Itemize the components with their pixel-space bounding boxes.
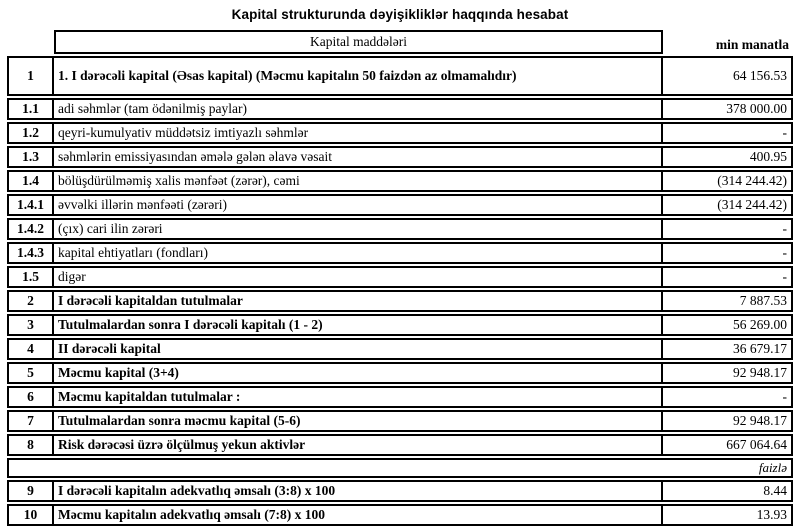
row-description-cell: Məcmu kapitaldan tutulmalar : [54,386,663,408]
table-header-row [7,30,793,54]
row-number-cell: 2 [7,290,54,312]
row-value-cell: 92 948.17 [663,362,793,384]
table-row [7,56,793,96]
row-value-cell: 8.44 [663,480,793,502]
row-value-cell: 7 887.53 [663,290,793,312]
row-number-cell: 1.3 [7,146,54,168]
row-value-cell: 667 064.64 [663,434,793,456]
row-description-cell: kapital ehtiyatları (fondları) [54,242,663,264]
row-value-cell: 400.95 [663,146,793,168]
row-number-cell: 1.1 [7,98,54,120]
row-value-cell: 13.93 [663,504,793,526]
column-header-unit: min manatla [715,37,789,52]
row-number-cell: 1 [7,56,54,96]
table-row [7,266,793,288]
row-description-cell: bölüşdürülməmiş xalis mənfəət (zərər), cəmi [54,170,663,192]
table-row [7,386,793,408]
capital-structure-table [7,28,793,528]
percent-unit-cell: faizlə [7,458,793,478]
row-value-cell: 92 948.17 [663,410,793,432]
row-description-cell: 1. I dərəcəli kapital (Əsas kapital) (Məcmu kapitalın 50 faizdən az olmamalıdır) [54,56,663,96]
row-description-cell: səhmlərin emissiyasından əmələ gələn əlavə vəsait [54,146,663,168]
row-value-cell: - [663,266,793,288]
table-row [7,362,793,384]
row-value-cell: - [663,218,793,240]
row-number-cell: 1.4.1 [7,194,54,216]
row-description-cell: Risk dərəcəsi üzrə ölçülmuş yekun aktivlər [54,434,663,456]
page-title: Kapital strukturunda dəyişikliklər haqqında hesabat [231,7,569,22]
row-value-cell: - [663,386,793,408]
table-row [7,314,793,336]
row-description-cell: Məcmu kapital (3+4) [54,362,663,384]
row-number-cell: 1.5 [7,266,54,288]
row-description-cell: adi səhmlər (tam ödənilmiş paylar) [54,98,663,120]
row-number-cell: 4 [7,338,54,360]
row-description-cell: digər [54,266,663,288]
row-description-cell: I dərəcəli kapitalın adekvatlıq əmsalı (3:8) x 100 [54,480,663,502]
row-value-cell: 56 269.00 [663,314,793,336]
row-number-cell: 1.4 [7,170,54,192]
row-description-cell: qeyri-kumulyativ müddətsiz imtiyazlı səhmlər [54,122,663,144]
row-value-cell: (314 244.42) [663,194,793,216]
row-value-cell: 36 679.17 [663,338,793,360]
row-description-cell: əvvəlki illərin mənfəəti (zərəri) [54,194,663,216]
row-number-cell: 1.4.2 [7,218,54,240]
table-row [7,290,793,312]
table-row [7,122,793,144]
row-number-cell: 1.4.3 [7,242,54,264]
table-row [7,146,793,168]
column-header-items: Kapital maddələri [54,30,663,54]
row-description-cell: II dərəcəli kapital [54,338,663,360]
row-value-cell: - [663,122,793,144]
row-number-cell: 9 [7,480,54,502]
row-description-cell: I dərəcəli kapitaldan tutulmalar [54,290,663,312]
table-row [7,242,793,264]
row-description-cell: Məcmu kapitalın adekvatlıq əmsalı (7:8) x 100 [54,504,663,526]
table-row [7,504,793,526]
percent-unit-row [7,458,793,478]
table-row [7,434,793,456]
table-row [7,170,793,192]
row-value-cell: - [663,242,793,264]
row-description-cell: (çıx) cari ilin zərəri [54,218,663,240]
row-number-cell: 10 [7,504,54,526]
table-row [7,480,793,502]
row-number-cell: 5 [7,362,54,384]
table-row [7,194,793,216]
row-value-cell: 64 156.53 [663,56,793,96]
row-description-cell: Tutulmalardan sonra məcmu kapital (5-6) [54,410,663,432]
row-number-cell: 7 [7,410,54,432]
row-number-cell: 1.2 [7,122,54,144]
table-row [7,410,793,432]
row-number-cell: 6 [7,386,54,408]
table-row [7,98,793,120]
table-row [7,338,793,360]
row-value-cell: (314 244.42) [663,170,793,192]
table-body [7,56,793,526]
row-description-cell: Tutulmalardan sonra I dərəcəli kapitalı (1 - 2) [54,314,663,336]
table-row [7,218,793,240]
header-blank-cell [7,30,54,54]
row-number-cell: 8 [7,434,54,456]
row-value-cell: 378 000.00 [663,98,793,120]
row-number-cell: 3 [7,314,54,336]
